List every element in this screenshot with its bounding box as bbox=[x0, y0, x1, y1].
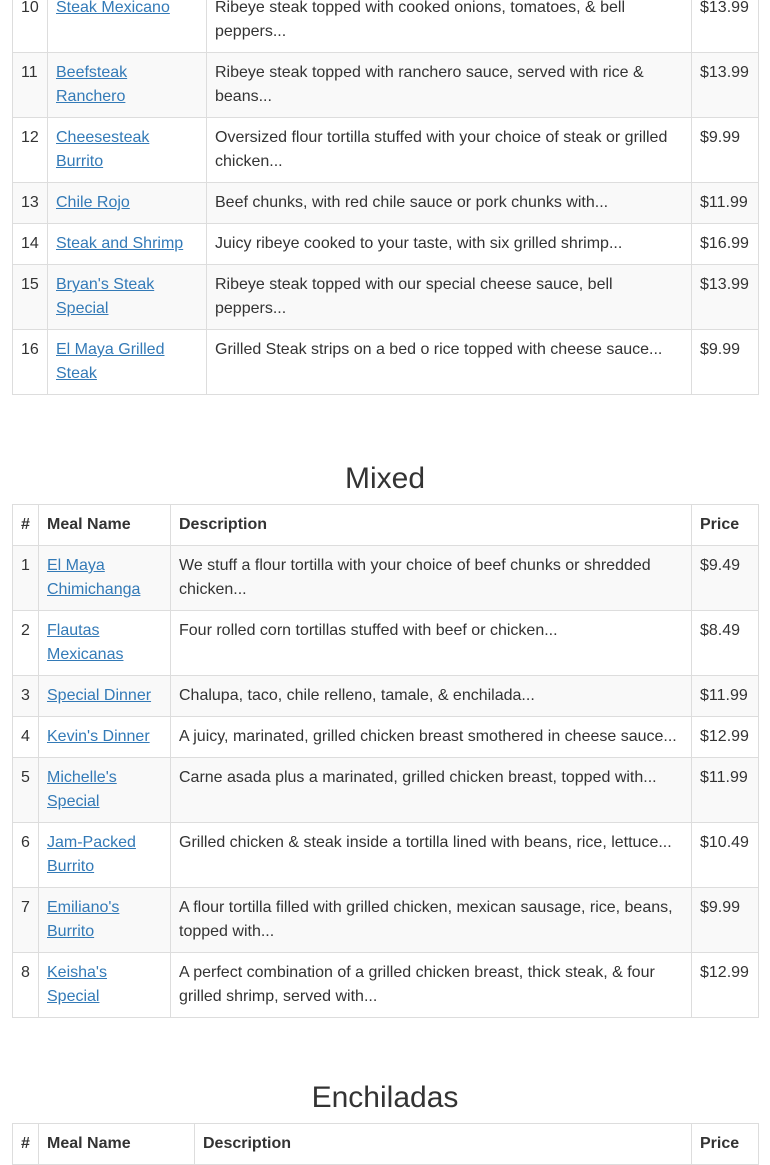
meal-name-link[interactable]: Emiliano's Burrito bbox=[47, 899, 120, 940]
row-number: 7 bbox=[13, 888, 39, 953]
meal-name-cell bbox=[48, 224, 207, 265]
meal-name-link[interactable]: Jam-Packed Burrito bbox=[47, 834, 136, 875]
meal-description: Ribeye steak topped with our special cheese sauce, bell peppers... bbox=[207, 265, 692, 330]
meal-name-link[interactable]: Michelle's Special bbox=[47, 769, 117, 810]
table-header-row bbox=[13, 505, 759, 546]
enchiladas-menu-table bbox=[12, 1123, 759, 1165]
meal-price: $12.99 bbox=[692, 953, 759, 1018]
meal-price: $13.99 bbox=[692, 265, 759, 330]
table-row bbox=[13, 53, 759, 118]
table-header-row bbox=[13, 1124, 759, 1165]
meal-description: Juicy ribeye cooked to your taste, with six grilled shrimp... bbox=[207, 224, 692, 265]
meal-description: Grilled chicken & steak inside a tortilla lined with beans, rice, lettuce... bbox=[171, 823, 692, 888]
meal-name-cell bbox=[39, 888, 171, 953]
column-header-price: Price bbox=[692, 1124, 759, 1165]
meal-name-cell bbox=[39, 823, 171, 888]
row-number: 16 bbox=[13, 330, 48, 395]
meal-price: $9.99 bbox=[692, 118, 759, 183]
meal-name-cell bbox=[48, 118, 207, 183]
meal-name-cell bbox=[39, 717, 171, 758]
meal-description: Beef chunks, with red chile sauce or pork chunks with... bbox=[207, 183, 692, 224]
row-number: 14 bbox=[13, 224, 48, 265]
column-header-price: Price bbox=[692, 505, 759, 546]
meal-description: Four rolled corn tortillas stuffed with beef or chicken... bbox=[171, 611, 692, 676]
table-row bbox=[13, 953, 759, 1018]
meal-price: $9.49 bbox=[692, 546, 759, 611]
meal-description: Ribeye steak topped with ranchero sauce, served with rice & beans... bbox=[207, 53, 692, 118]
meal-name-cell bbox=[39, 611, 171, 676]
mixed-section-title: Mixed bbox=[344, 462, 426, 495]
table-row bbox=[13, 823, 759, 888]
table-row bbox=[13, 224, 759, 265]
row-number: 5 bbox=[13, 758, 39, 823]
row-number: 3 bbox=[13, 676, 39, 717]
mixed-menu-table bbox=[12, 504, 759, 1018]
enchiladas-section-title: Enchiladas bbox=[311, 1081, 459, 1114]
row-number: 1 bbox=[13, 546, 39, 611]
row-number: 4 bbox=[13, 717, 39, 758]
meal-description: A juicy, marinated, grilled chicken breast smothered in cheese sauce... bbox=[171, 717, 692, 758]
meal-name-cell bbox=[39, 676, 171, 717]
meal-name-link[interactable]: Beefsteak Ranchero bbox=[56, 64, 128, 105]
meal-price: $12.99 bbox=[692, 717, 759, 758]
meal-description: Oversized flour tortilla stuffed with your choice of steak or grilled chicken... bbox=[207, 118, 692, 183]
table-row bbox=[13, 888, 759, 953]
table-row bbox=[13, 546, 759, 611]
steak-menu-table bbox=[12, 0, 759, 395]
table-row bbox=[13, 676, 759, 717]
row-number: 6 bbox=[13, 823, 39, 888]
row-number: 8 bbox=[13, 953, 39, 1018]
table-row bbox=[13, 183, 759, 224]
meal-name-link[interactable]: Special Dinner bbox=[47, 687, 152, 704]
table-row bbox=[13, 611, 759, 676]
meal-price: $9.99 bbox=[692, 330, 759, 395]
row-number: 12 bbox=[13, 118, 48, 183]
meal-name-link[interactable]: Steak and Shrimp bbox=[56, 235, 184, 252]
meal-price: $11.99 bbox=[692, 758, 759, 823]
meal-name-link[interactable]: Cheesesteak Burrito bbox=[56, 129, 150, 170]
meal-description: A flour tortilla filled with grilled chicken, mexican sausage, rice, beans, topped with... bbox=[171, 888, 692, 953]
meal-name-cell bbox=[48, 330, 207, 395]
meal-price: $13.99 bbox=[692, 0, 759, 53]
meal-price: $8.49 bbox=[692, 611, 759, 676]
meal-name-link[interactable]: Kevin's Dinner bbox=[47, 728, 150, 745]
meal-price: $16.99 bbox=[692, 224, 759, 265]
meal-price: $13.99 bbox=[692, 53, 759, 118]
row-number: 2 bbox=[13, 611, 39, 676]
meal-price: $11.99 bbox=[692, 676, 759, 717]
meal-name-cell bbox=[48, 265, 207, 330]
meal-name-link[interactable]: Flautas Mexicanas bbox=[47, 622, 124, 663]
column-header-description: Description bbox=[171, 505, 692, 546]
row-number: 13 bbox=[13, 183, 48, 224]
meal-name-link[interactable]: Steak Mexicano bbox=[56, 0, 170, 16]
row-number: 10 bbox=[13, 0, 48, 53]
meal-description: Grilled Steak strips on a bed o rice topped with cheese sauce... bbox=[207, 330, 692, 395]
row-number: 15 bbox=[13, 265, 48, 330]
column-header-number: # bbox=[13, 505, 39, 546]
column-header-description: Description bbox=[195, 1124, 692, 1165]
meal-price: $9.99 bbox=[692, 888, 759, 953]
table-row bbox=[13, 758, 759, 823]
meal-name-link[interactable]: Bryan's Steak Special bbox=[56, 276, 155, 317]
meal-name-link[interactable]: Keisha's Special bbox=[47, 964, 107, 1005]
row-number: 11 bbox=[13, 53, 48, 118]
table-row bbox=[13, 265, 759, 330]
meal-name-link[interactable]: Chile Rojo bbox=[56, 194, 130, 211]
table-row bbox=[13, 330, 759, 395]
table-row bbox=[13, 118, 759, 183]
meal-name-cell bbox=[48, 0, 207, 53]
meal-name-cell bbox=[48, 53, 207, 118]
column-header-meal-name: Meal Name bbox=[39, 1124, 195, 1165]
meal-name-cell bbox=[39, 953, 171, 1018]
meal-price: $10.49 bbox=[692, 823, 759, 888]
meal-name-link[interactable]: El Maya Grilled Steak bbox=[56, 341, 165, 382]
column-header-number: # bbox=[13, 1124, 39, 1165]
meal-description: A perfect combination of a grilled chicken breast, thick steak, & four grilled shrimp, served with... bbox=[171, 953, 692, 1018]
meal-name-cell bbox=[48, 183, 207, 224]
meal-description: Carne asada plus a marinated, grilled chicken breast, topped with... bbox=[171, 758, 692, 823]
table-row bbox=[13, 717, 759, 758]
column-header-meal-name: Meal Name bbox=[39, 505, 171, 546]
table-row bbox=[13, 0, 759, 53]
meal-description: We stuff a flour tortilla with your choice of beef chunks or shredded chicken... bbox=[171, 546, 692, 611]
meal-description: Chalupa, taco, chile relleno, tamale, & enchilada... bbox=[171, 676, 692, 717]
meal-price: $11.99 bbox=[692, 183, 759, 224]
meal-name-link[interactable]: El Maya Chimichanga bbox=[47, 557, 141, 598]
meal-name-cell bbox=[39, 546, 171, 611]
meal-description: Ribeye steak topped with cooked onions, tomatoes, & bell peppers... bbox=[207, 0, 692, 53]
meal-name-cell bbox=[39, 758, 171, 823]
